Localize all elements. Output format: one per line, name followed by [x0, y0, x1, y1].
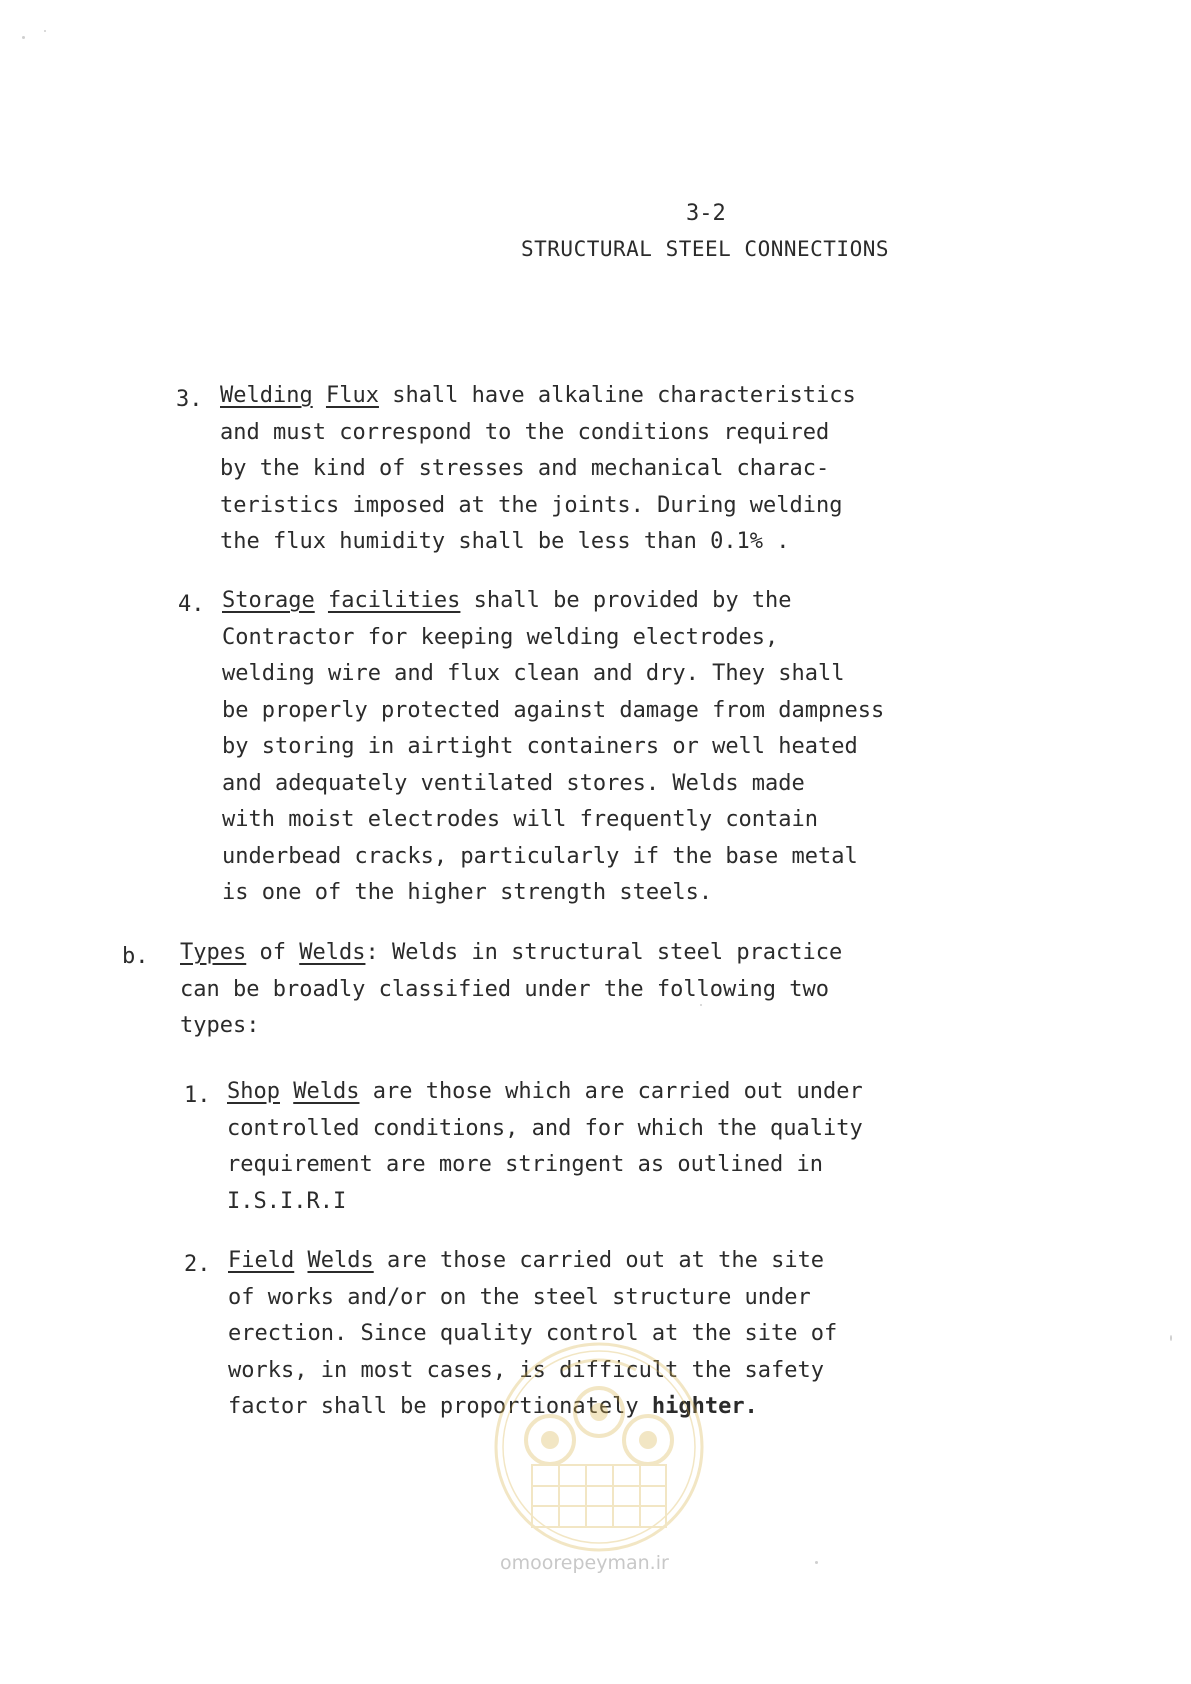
paragraph-shop-welds	[227, 1074, 863, 1220]
text-line: shall be provided by the	[460, 588, 792, 613]
page-number: 3-2	[686, 201, 726, 226]
emphasis-text: highter.	[651, 1394, 758, 1419]
term-flux: Flux	[325, 383, 379, 408]
paragraph-types-of-welds	[180, 935, 842, 1045]
gear-scale-seal-icon	[492, 1340, 706, 1554]
text-line: erection. Since quality control at the site of	[228, 1321, 838, 1346]
text-line: welding wire and flux clean and dry. They shall	[222, 661, 845, 686]
text-line: factor shall be proportionately	[228, 1394, 652, 1419]
item-marker-1: 1.	[184, 1083, 211, 1108]
term-types: Types	[180, 940, 247, 965]
scan-speck	[815, 1561, 818, 1564]
paragraph-storage-facilities	[222, 583, 884, 912]
term-storage: Storage	[222, 588, 315, 613]
term-welds: Welds	[293, 1079, 360, 1104]
item-marker-3: 3.	[176, 387, 203, 412]
text-line: I.S.I.R.I	[227, 1188, 347, 1214]
paragraph-welding-flux	[220, 378, 856, 561]
term-welds: Welds	[307, 1248, 374, 1273]
term-welding: Welding	[220, 383, 313, 408]
scan-speck	[700, 1004, 702, 1006]
term-welds: Welds	[299, 940, 366, 965]
text-line: the flux humidity shall be less than 0.1% .	[220, 529, 790, 554]
text-line: with moist electrodes will frequently contain	[222, 807, 819, 832]
section-title: STRUCTURAL STEEL CONNECTIONS	[521, 237, 890, 261]
text-line: types:	[180, 1013, 260, 1038]
text-line: is one of the higher strength steels.	[222, 880, 713, 905]
term-shop: Shop	[227, 1079, 280, 1104]
text-line: underbead cracks, particularly if the base metal	[222, 843, 858, 869]
item-marker-b: b.	[122, 944, 149, 969]
text-line: be properly protected against damage from dampness	[222, 697, 885, 723]
item-marker-4: 4.	[178, 592, 205, 617]
text-line: shall have alkaline characteristics	[378, 383, 856, 408]
text-line: teristics imposed at the joints. During welding	[220, 492, 843, 518]
scan-speck	[1170, 1335, 1172, 1341]
text-line: of works and/or on the steel structure under	[228, 1284, 811, 1310]
scan-speck	[22, 36, 25, 39]
text-line: Contractor for keeping welding electrodes,	[222, 624, 779, 650]
text-line: by the kind of stresses and mechanical charac-	[220, 456, 830, 481]
text-line: by storing in airtight containers or well heated	[222, 734, 858, 759]
text-line: and must correspond to the conditions required	[220, 419, 830, 445]
text-line: are those which are carried out under	[359, 1079, 863, 1104]
text-line: : Welds in structural steel practice	[365, 940, 843, 965]
text-line: can be broadly classified under the following two	[180, 976, 830, 1002]
text-line: are those carried out at the site	[373, 1248, 825, 1273]
scan-speck	[44, 30, 46, 32]
text-line: and adequately ventilated stores. Welds made	[222, 770, 805, 796]
watermark-text: omoorepeyman.ir	[500, 1552, 669, 1574]
term-facilities: facilities	[327, 588, 461, 613]
item-marker-2: 2.	[184, 1252, 211, 1277]
text-line: works, in most cases, is difficult the safety	[228, 1357, 825, 1383]
text-joiner: of	[246, 940, 300, 965]
text-line: controlled conditions, and for which the quality	[227, 1115, 863, 1141]
text-line: requirement are more stringent as outlined in	[227, 1152, 824, 1177]
term-field: Field	[228, 1248, 295, 1273]
